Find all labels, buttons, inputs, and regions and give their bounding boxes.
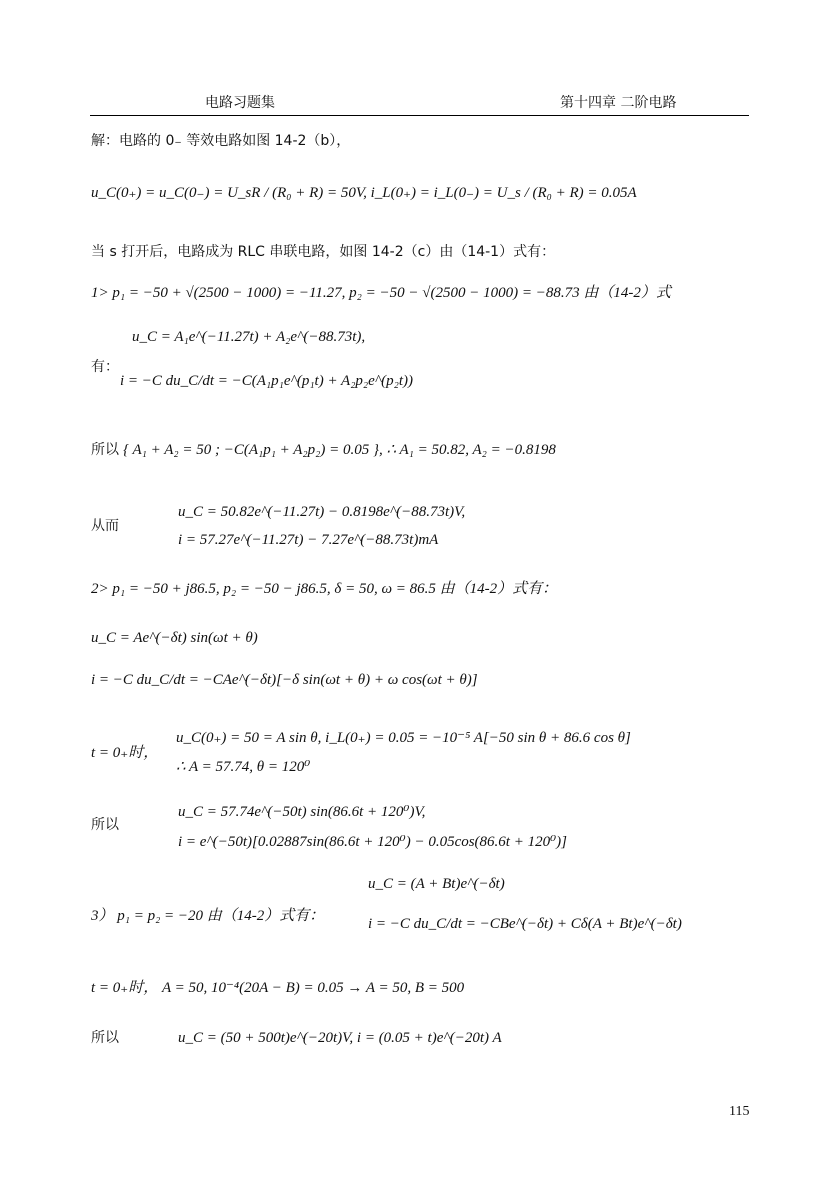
case1-congeer-label: 从而: [91, 518, 119, 534]
case1-current-expression: i = −C du_C/dt = −C(A₁p₁e^(p₁t) + A₂p₂e^(p₂t)): [120, 373, 413, 389]
case2-i-result: i = e^(−50t)[0.02887sin(86.6t + 120⁰) − 0.05cos(86.6t + 120⁰)]: [178, 834, 567, 850]
case1-suoyi-label: 所以: [91, 442, 119, 458]
case2-current-form: i = −C du_C/dt = −CAe^(−δt)[−δ sin(ωt + θ) + ω cos(ωt + θ)]: [91, 672, 478, 688]
case2-uc-result: u_C = 57.74e^(−50t) sin(86.6t + 120⁰)V,: [178, 804, 426, 820]
header-rule: [90, 115, 749, 116]
case3-current-form: i = −C du_C/dt = −CBe^(−δt) + Cδ(A + Bt)e^(−δt): [368, 916, 682, 932]
case1-i-result: i = 57.27e^(−11.27t) − 7.27e^(−88.73t)mA: [178, 532, 439, 548]
case2-suoyi-label: 所以: [91, 817, 119, 833]
case3-result: u_C = (50 + 500t)e^(−20t)V, i = (0.05 + t)e^(−20t) A: [178, 1030, 502, 1046]
case2-uc-form: u_C = Ae^(−δt) sin(ωt + θ): [91, 630, 258, 646]
case3-uc-form: u_C = (A + Bt)e^(−δt): [368, 876, 505, 892]
running-header-chapter: 第十四章 二阶电路: [560, 95, 677, 111]
initial-conditions-equation: u_C(0₊) = u_C(0₋) = U_sR / (R₀ + R) = 50V, i_L(0₊) = i_L(0₋) = U_s / (R₀ + R) = 0.05A: [91, 185, 637, 201]
case1-equation-system: { A₁ + A₂ = 50 ; −C(A₁p₁ + A₂p₂) = 0.05 }, ∴ A₁ = 50.82, A₂ = −0.8198: [123, 442, 556, 458]
case1-uc-result: u_C = 50.82e^(−11.27t) − 0.8198e^(−88.73t)V,: [178, 504, 466, 520]
case3-initial-conditions: t = 0₊时， A = 50, 10⁻⁴(20A − B) = 0.05 → A = 50, B = 500: [91, 980, 465, 996]
running-header-book-title: 电路习题集: [205, 95, 275, 111]
case2-t0-label: t = 0₊时，: [91, 745, 159, 761]
switch-open-text: 当 s 打开后，电路成为 RLC 串联电路，如图 14-2（c）由（14-1）式有：: [91, 244, 556, 260]
case3-suoyi-label: 所以: [91, 1030, 119, 1046]
case2-initial-equations: u_C(0₊) = 50 = A sin θ, i_L(0₊) = 0.05 = −10⁻⁵ A[−50 sin θ + 86.6 cos θ]: [176, 730, 631, 746]
page-number: 115: [729, 1104, 750, 1119]
case3-roots-line: 3） p₁ = p₂ = −20 由（14-2）式有：: [91, 908, 325, 924]
case1-uc-expression: u_C = A₁e^(−11.27t) + A₂e^(−88.73t),: [132, 329, 366, 345]
case1-roots-line: 1> p₁ = −50 + √(2500 − 1000) = −11.27, p₂ = −50 − √(2500 − 1000) = −88.73 由（14-2）式: [91, 285, 671, 301]
solution-intro-line: 解：电路的 0₋ 等效电路如图 14-2（b），: [91, 133, 351, 149]
case1-you-label: 有：: [91, 359, 119, 375]
case2-a-theta-result: ∴ A = 57.74, θ = 120⁰: [176, 759, 311, 775]
case2-roots-line: 2> p₁ = −50 + j86.5, p₂ = −50 − j86.5, δ = 50, ω = 86.5 由（14-2）式有：: [91, 581, 558, 597]
